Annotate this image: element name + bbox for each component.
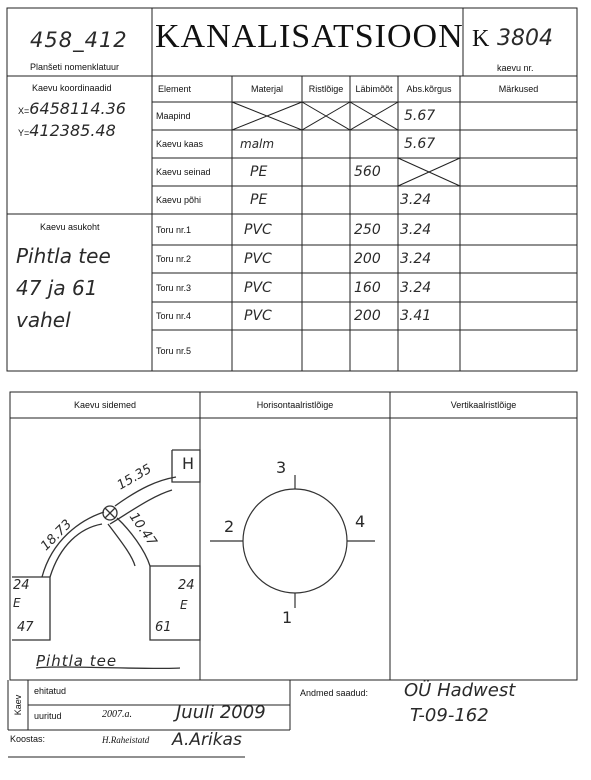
compiled-hand: A.Arikas <box>172 730 242 750</box>
distance-label-3: 10.47 <box>125 509 160 550</box>
table-row-element: Kaevu kaas <box>156 139 204 149</box>
table-row-element: Maapind <box>156 111 191 121</box>
col-header-material: Materjal <box>250 84 283 94</box>
table-row-height: 3.24 <box>400 251 432 267</box>
well-number-label: kaevu nr. <box>497 63 534 73</box>
coord-y-prefix: Y= <box>18 128 30 138</box>
table-row-material: PVC <box>244 308 272 324</box>
table-row-material: PVC <box>244 279 272 296</box>
horizontal-section-drawing <box>210 475 375 608</box>
right-box-top: 24 <box>178 578 195 593</box>
coords-label: Kaevu koordinaadid <box>32 83 112 93</box>
pipe-3-label: 3 <box>276 458 287 477</box>
horizontal-section-header: Horisontaalristlõige <box>256 400 334 410</box>
table-row-material: PE <box>250 164 268 180</box>
table-row-material: PVC <box>244 221 272 238</box>
box-h-label: H <box>182 454 195 473</box>
table-row-element: Toru nr.1 <box>156 224 192 235</box>
table-row-element: Toru nr.3 <box>156 282 192 293</box>
table-row-height: 5.67 <box>404 136 436 152</box>
table-row-diameter: 250 <box>354 221 381 238</box>
footer-side-label: Kaev <box>13 694 23 716</box>
data-from-line-1: OÜ Hadwest <box>404 680 516 701</box>
data-from-line-2: T-09-162 <box>410 705 489 726</box>
table-row-material: PE <box>250 192 268 208</box>
pipe-1-label: 1 <box>282 608 293 627</box>
right-box-mid: E <box>180 598 188 612</box>
left-box-top: 24 <box>13 578 30 593</box>
table-row-material: malm <box>240 137 275 151</box>
right-box-bottom: 61 <box>155 620 172 635</box>
left-box-mid: E <box>13 596 21 610</box>
coord-x-prefix: X= <box>18 106 30 116</box>
table-row-height: 3.24 <box>400 192 432 208</box>
well-number: 3804 <box>497 26 553 51</box>
table-row-height: 3.24 <box>400 221 432 238</box>
connections-header: Kaevu sidemed <box>73 400 137 410</box>
col-header-diameter: Läbimõõt <box>355 84 393 94</box>
nomenclature-value: 458_412 <box>30 28 128 52</box>
table-row-diameter: 200 <box>354 308 381 324</box>
vertical-section-header: Vertikaalristlõige <box>450 400 517 410</box>
table-row-diameter: 560 <box>354 164 381 180</box>
table-row-diameter: 200 <box>354 251 381 267</box>
coord-y-value: 412385.48 <box>29 121 116 140</box>
surveyed-value: 2007.a. <box>102 709 132 720</box>
table-row-diameter: 160 <box>354 279 381 296</box>
distance-label-1: 15.35 <box>114 461 155 494</box>
surveyed-hand: Juuli 2009 <box>176 702 266 723</box>
table-row-height: 3.24 <box>400 279 432 296</box>
surveyed-label: uuritud <box>34 711 62 721</box>
nomenclature-label: Planšeti nomenklatuur <box>30 62 120 72</box>
coord-y-row <box>18 121 116 140</box>
table-row-element: Kaevu seinad <box>156 167 211 177</box>
table-row-height: 3.41 <box>400 308 432 324</box>
data-from-label: Andmed saadud: <box>300 688 369 698</box>
pipe-2-label: 2 <box>224 517 235 536</box>
location-line-3: vahel <box>16 308 71 332</box>
coord-x-row <box>18 99 126 118</box>
coord-x-value: 6458114.36 <box>29 99 126 118</box>
left-box-bottom: 47 <box>17 620 34 635</box>
compiled-label: Koostas: <box>10 734 46 744</box>
compiled-value: H.Raheistatd <box>102 735 150 745</box>
table-row-element: Toru nr.5 <box>156 345 192 356</box>
location-label: Kaevu asukoht <box>40 222 100 232</box>
distance-label-2: 18.73 <box>38 517 76 554</box>
well-prefix: K <box>472 26 490 52</box>
table-row-height: 5.67 <box>404 108 436 124</box>
col-header-element: Element <box>158 84 192 94</box>
table-row-element: Kaevu põhi <box>156 195 202 205</box>
table-row-element: Toru nr.2 <box>156 254 192 264</box>
col-header-height: Abs.kõrgus <box>406 84 452 94</box>
pipe-4-label: 4 <box>355 512 366 531</box>
location-line-1: Pihtla tee <box>16 244 111 268</box>
col-header-section: Ristlõige <box>308 84 344 94</box>
col-header-notes: Märkused <box>498 84 539 94</box>
location-line-2: 47 ja 61 <box>16 276 98 300</box>
table-row-element: Toru nr.4 <box>156 311 192 321</box>
page-title: KANALISATSIOON <box>155 18 464 55</box>
table-row-material: PVC <box>244 251 272 267</box>
built-label: ehitatud <box>34 686 67 696</box>
connections-sketch <box>12 450 200 668</box>
street-label: Pihtla tee <box>36 652 118 670</box>
